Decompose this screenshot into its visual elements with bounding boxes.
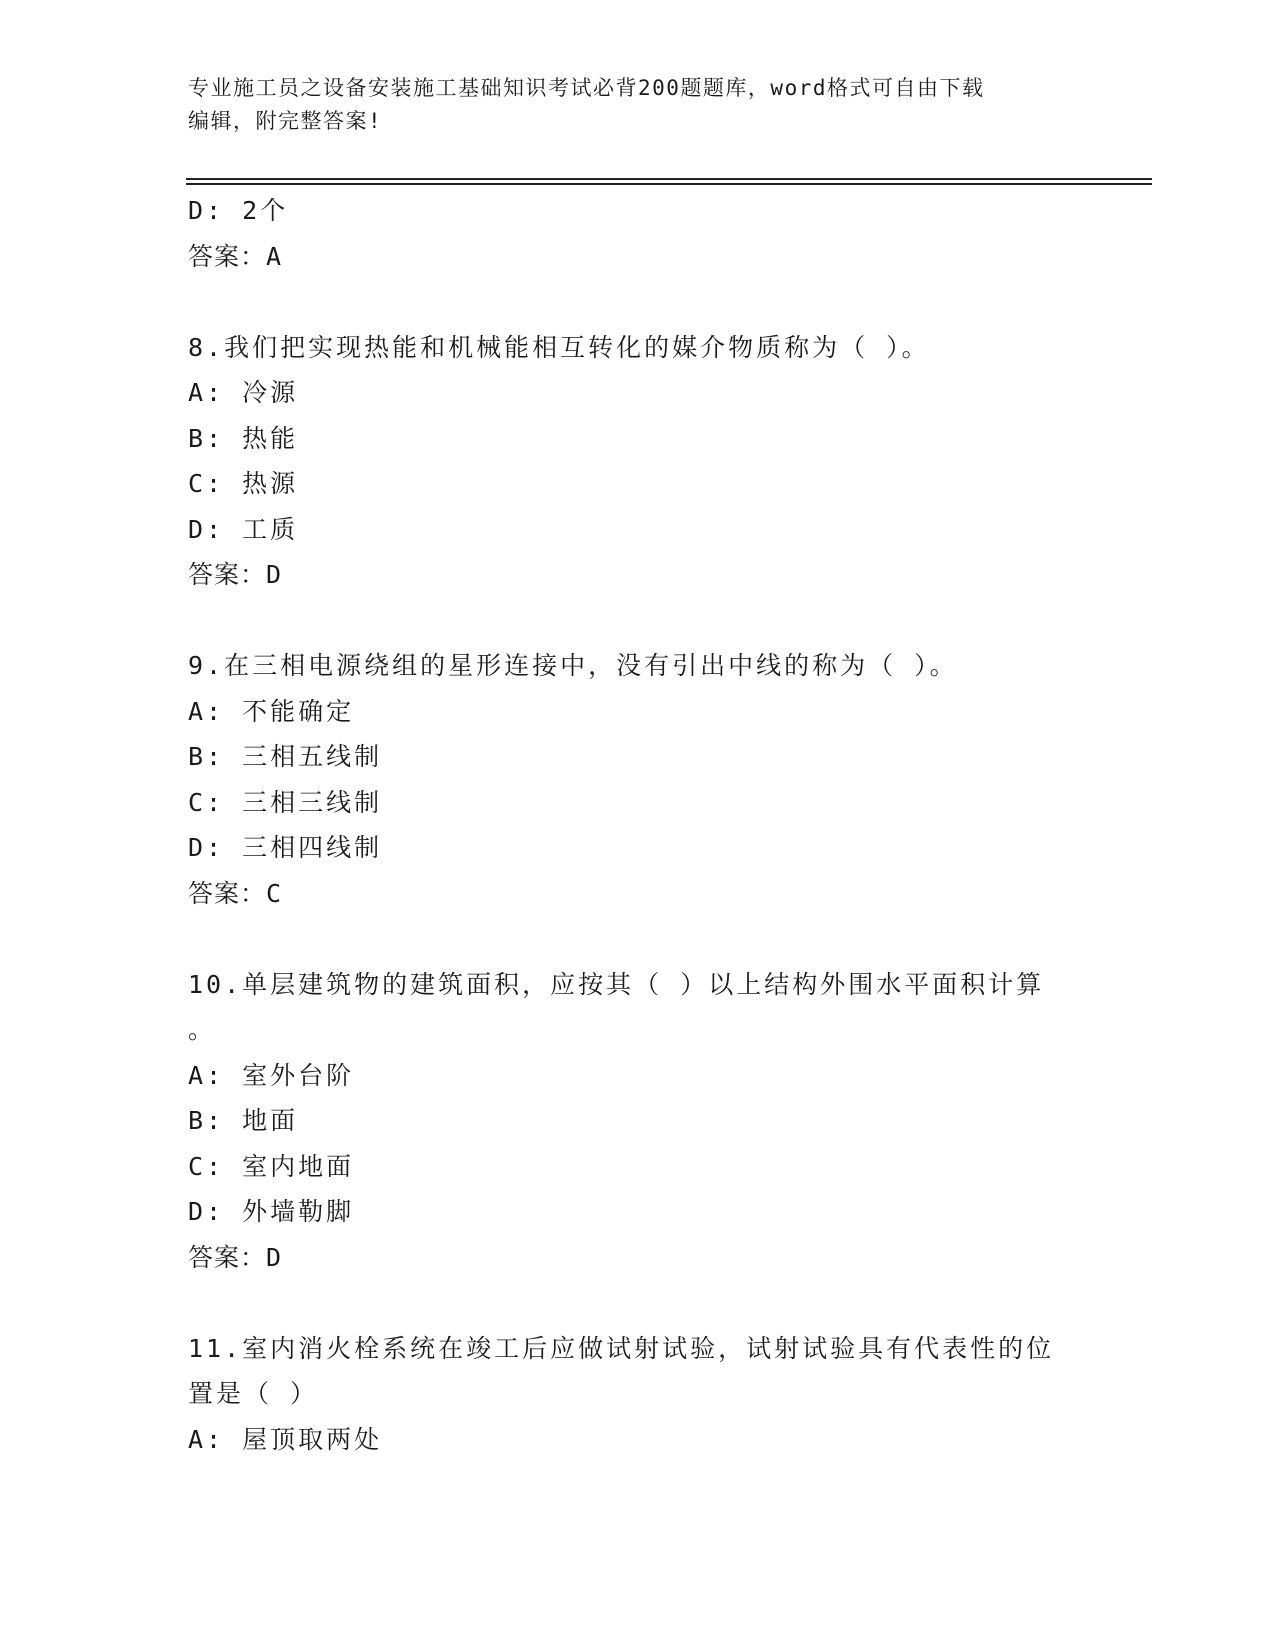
question-list bbox=[188, 188, 1088, 1462]
question-10-option-b: B: 地面 bbox=[188, 1106, 299, 1135]
spacer bbox=[188, 598, 1088, 644]
question-10-option-a: A: 室外台阶 bbox=[188, 1060, 355, 1090]
question-8-option-c: C: 热源 bbox=[188, 469, 299, 498]
option-d: D: 2个 bbox=[188, 196, 289, 225]
question-9-option-c: C: 三相三线制 bbox=[188, 787, 383, 817]
question-11-option-a: A: 屋顶取两处 bbox=[188, 1424, 383, 1454]
answer: 答案：A bbox=[188, 241, 283, 271]
question-8-option-b: B: 热能 bbox=[188, 423, 299, 453]
header-rule-bottom bbox=[186, 183, 1152, 185]
question-9-option-d: D: 三相四线制 bbox=[188, 833, 383, 862]
question-10-option-d: D: 外墙勒脚 bbox=[188, 1197, 355, 1226]
question-8-option-a: A: 冷源 bbox=[188, 378, 299, 407]
question-8-answer: 答案：D bbox=[188, 560, 283, 589]
question-8-option-d: D: 工质 bbox=[188, 514, 299, 544]
question-11-text-line-1: 11.室内消火栓系统在竣工后应做试射试验，试射试验具有代表性的位 bbox=[188, 1333, 1055, 1363]
document-header bbox=[188, 72, 1088, 138]
spacer bbox=[188, 916, 1088, 962]
question-11-text-line-2: 置是（ ） bbox=[188, 1379, 319, 1408]
question-9-answer: 答案：C bbox=[188, 878, 283, 908]
question-10-option-c: C: 室内地面 bbox=[188, 1151, 355, 1181]
header-rule-top bbox=[186, 178, 1152, 180]
question-8-text: 8.我们把实现热能和机械能相互转化的媒介物质称为（ ）。 bbox=[188, 332, 930, 362]
spacer bbox=[188, 279, 1088, 325]
question-10-text-line-1: 10.单层建筑物的建筑面积，应按其（ ）以上结构外围水平面积计算 bbox=[188, 969, 1045, 999]
header-line-2: 编辑，附完整答案! bbox=[188, 109, 383, 133]
spacer bbox=[188, 1280, 1088, 1326]
question-10-text-line-2: 。 bbox=[188, 1015, 217, 1044]
question-9-option-a: A: 不能确定 bbox=[188, 696, 355, 726]
question-9-option-b: B: 三相五线制 bbox=[188, 742, 383, 771]
question-10-answer: 答案：D bbox=[188, 1242, 283, 1272]
question-9-text: 9.在三相电源绕组的星形连接中，没有引出中线的称为（ ）。 bbox=[188, 651, 958, 680]
header-line-1: 专业施工员之设备安装施工基础知识考试必背200题题库，word格式可自由下载 bbox=[188, 76, 985, 100]
